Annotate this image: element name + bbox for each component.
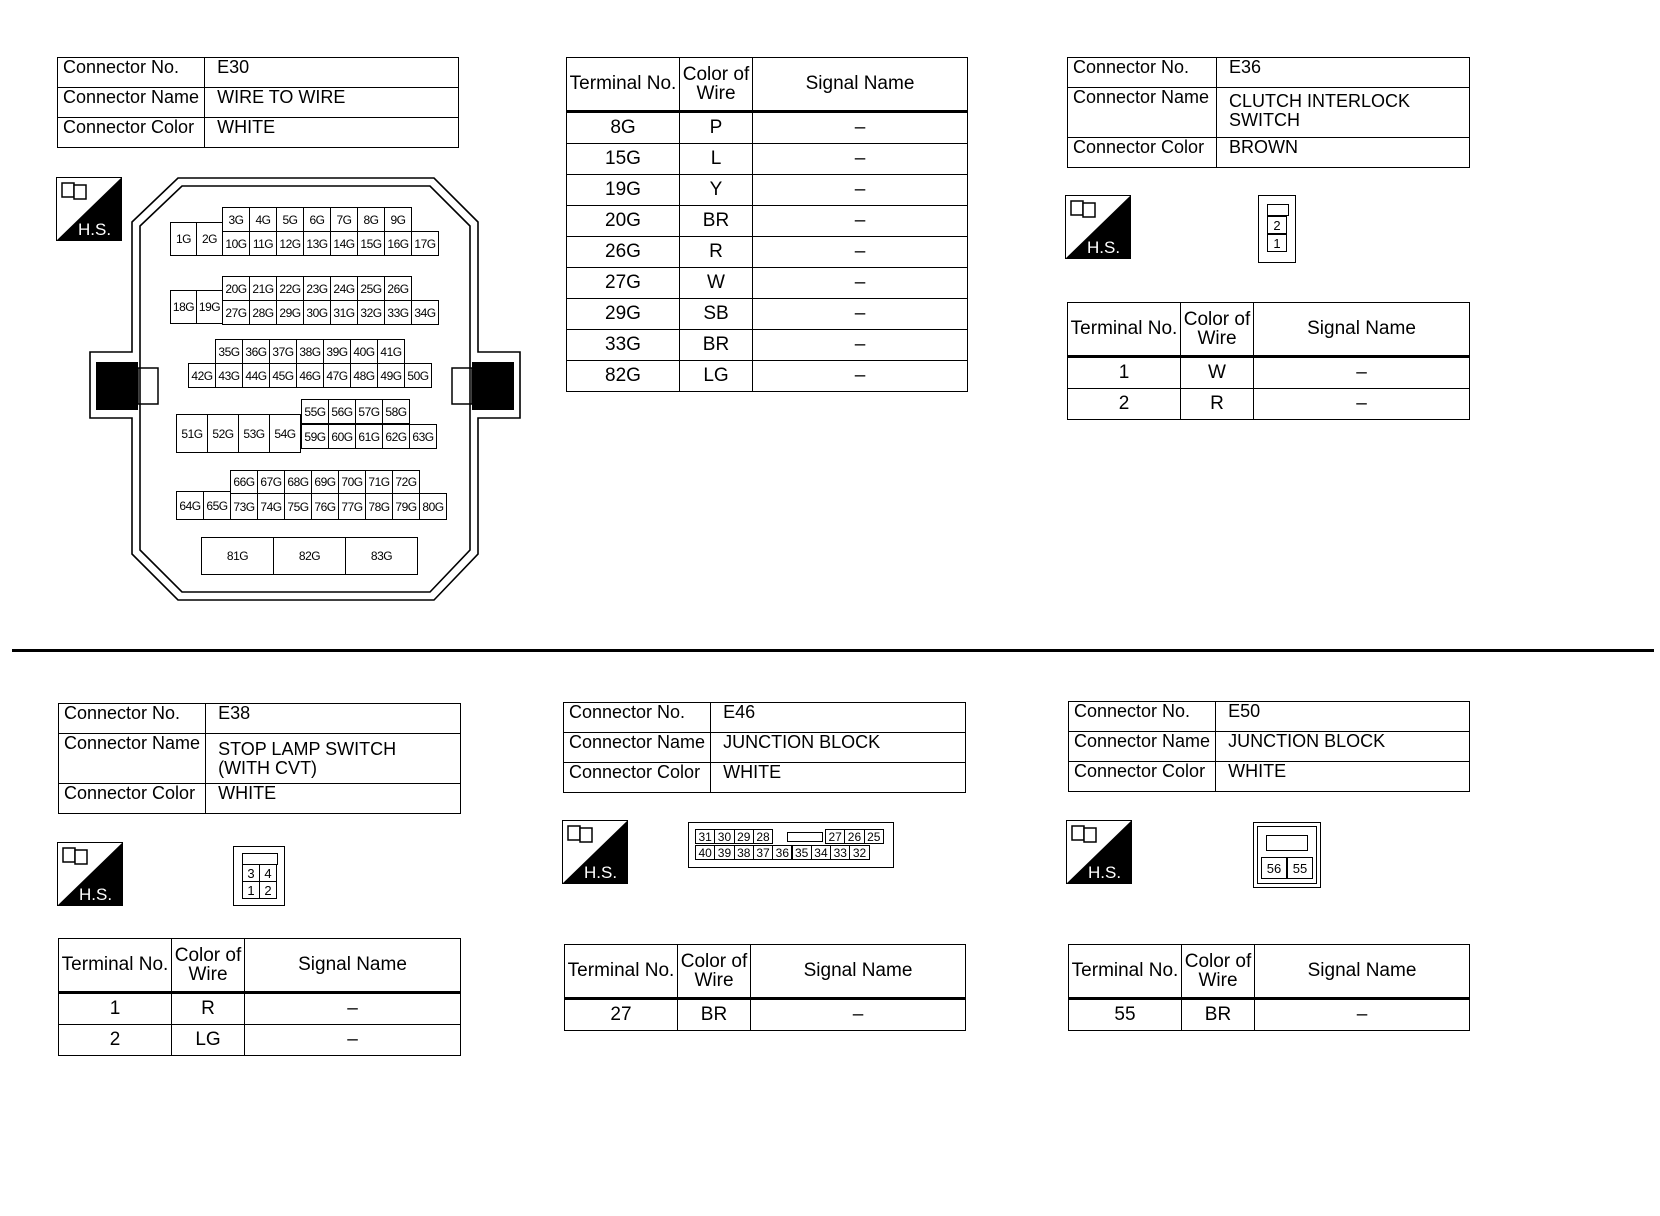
wire-color: BR (680, 206, 753, 237)
e30-pin: 29G (276, 300, 304, 325)
e30-pin: 48G (350, 363, 378, 388)
terminal-no: 55 (1069, 999, 1182, 1031)
e30-pin: 32G (357, 300, 385, 325)
e30-pin: 25G (357, 276, 385, 301)
signal-name: – (1254, 389, 1470, 420)
e30-pin: 49G (377, 363, 405, 388)
e38-info-table (58, 703, 461, 814)
e30-pin: 71G (365, 470, 393, 494)
e46-connector-no: E46 (711, 703, 966, 733)
signal-name: – (753, 237, 968, 268)
e50-connector (1253, 822, 1321, 888)
header-signal-name: Signal Name (753, 58, 968, 112)
svg-text:H.S.: H.S. (79, 885, 113, 904)
wire-color: R (172, 993, 245, 1025)
terminal-no: 2 (1068, 389, 1181, 420)
e30-pin: 5G (276, 207, 304, 232)
svg-text:H.S.: H.S. (584, 863, 618, 882)
header-terminal-no: Terminal No. (565, 945, 678, 999)
terminal-row (565, 999, 966, 1031)
e46-pin: 32 (849, 845, 869, 860)
e30-pin: 74G (257, 493, 285, 520)
e46-pin: 39 (714, 845, 734, 860)
e30-pin: 58G (382, 399, 410, 424)
header-signal-name: Signal Name (751, 945, 966, 999)
e46-connector (688, 822, 894, 868)
header-signal-name: Signal Name (1254, 303, 1470, 357)
label-connector-no: Connector No. (59, 704, 206, 734)
terminal-row (567, 330, 968, 361)
e30-pin: 79G (392, 493, 420, 520)
e36-connector-no: E36 (1217, 58, 1470, 88)
e30-pin: 44G (242, 363, 270, 388)
e30-pin: 26G (384, 276, 412, 301)
wire-color: W (680, 268, 753, 299)
e50-terminal-table (1068, 944, 1470, 1031)
e30-terminal-table (566, 57, 968, 392)
e30-pin: 11G (249, 231, 277, 256)
e30-pin: 1G (170, 222, 197, 256)
e30-pin: 68G (284, 470, 312, 494)
e30-pin: 19G (196, 290, 223, 324)
e30-pin: 39G (323, 339, 351, 364)
label-connector-name: Connector Name (1068, 88, 1217, 138)
e30-pin: 73G (230, 493, 258, 520)
e46-pin: 38 (734, 845, 754, 860)
label-connector-no: Connector No. (1069, 702, 1216, 732)
terminal-no: 19G (567, 175, 680, 206)
e36-pin: 2 (1267, 216, 1287, 234)
e46-terminal-table (564, 944, 966, 1031)
svg-text:H.S.: H.S. (78, 220, 112, 239)
e46-pin: 31 (695, 829, 715, 844)
e30-pin: 42G (188, 363, 216, 388)
e30-pin: 64G (176, 491, 204, 520)
e50-connector-no: E50 (1216, 702, 1470, 732)
signal-name: – (753, 112, 968, 144)
label-connector-name: Connector Name (58, 88, 205, 118)
e30-pin: 45G (269, 363, 297, 388)
terminal-no: 2 (59, 1025, 172, 1056)
e30-pin: 60G (328, 424, 356, 449)
e50-connector-color: WHITE (1216, 762, 1470, 792)
section-divider (12, 649, 1654, 652)
e30-pin: 54G (269, 414, 301, 453)
e46-connector-name: JUNCTION BLOCK (711, 733, 966, 763)
wire-color: R (1181, 389, 1254, 420)
e30-pin: 62G (382, 424, 410, 449)
e50-connector-name: JUNCTION BLOCK (1216, 732, 1470, 762)
signal-name: – (753, 206, 968, 237)
e46-pin: 26 (844, 829, 864, 844)
e30-pin: 57G (355, 399, 383, 424)
e38-pin: 4 (259, 864, 277, 882)
e50-pin: 55 (1287, 857, 1313, 879)
e30-pin: 70G (338, 470, 366, 494)
header-color-of-wire: Color of Wire (1181, 303, 1254, 357)
e30-pin: 35G (215, 339, 243, 364)
terminal-row (567, 237, 968, 268)
e30-connector-name: WIRE TO WIRE (205, 88, 459, 118)
e30-pin: 69G (311, 470, 339, 494)
e30-pin: 33G (384, 300, 412, 325)
e30-pin: 61G (355, 424, 383, 449)
terminal-no: 27 (565, 999, 678, 1031)
terminal-no: 27G (567, 268, 680, 299)
signal-name: – (753, 144, 968, 175)
e30-pin: 81G (201, 537, 274, 575)
hs-icon (1065, 195, 1131, 259)
e36-connector-color: BROWN (1217, 138, 1470, 168)
signal-name: – (753, 268, 968, 299)
terminal-no: 26G (567, 237, 680, 268)
e30-pin: 34G (411, 300, 439, 325)
header-color-of-wire: Color of Wire (172, 939, 245, 993)
e46-pin: 33 (830, 845, 850, 860)
signal-name: – (753, 330, 968, 361)
e38-pin: 3 (242, 864, 260, 882)
label-connector-name: Connector Name (564, 733, 711, 763)
e30-pin: 30G (303, 300, 331, 325)
e30-pin: 72G (392, 470, 420, 494)
header-terminal-no: Terminal No. (1068, 303, 1181, 357)
e30-pin: 43G (215, 363, 243, 388)
e30-pin: 20G (222, 276, 250, 301)
e30-pin: 51G (176, 414, 208, 453)
signal-name: – (751, 999, 966, 1031)
e30-pin: 40G (350, 339, 378, 364)
header-color-of-wire: Color of Wire (1182, 945, 1255, 999)
e46-connector-color: WHITE (711, 763, 966, 793)
label-connector-no: Connector No. (58, 58, 205, 88)
e30-pin: 15G (357, 231, 385, 256)
terminal-no: 1 (59, 993, 172, 1025)
e30-pin: 82G (273, 537, 346, 575)
label-connector-color: Connector Color (1068, 138, 1217, 168)
e46-pin: 40 (695, 845, 715, 860)
e38-connector-no: E38 (206, 704, 461, 734)
e30-pin: 55G (301, 399, 329, 424)
terminal-no: 20G (567, 206, 680, 237)
e46-pin: 35 (792, 845, 812, 860)
wire-color: SB (680, 299, 753, 330)
e30-pin: 59G (301, 424, 329, 449)
e30-pin: 50G (404, 363, 432, 388)
e46-pin: 25 (864, 829, 884, 844)
header-terminal-no: Terminal No. (59, 939, 172, 993)
e30-pin: 77G (338, 493, 366, 520)
e30-pin: 37G (269, 339, 297, 364)
wire-color: LG (172, 1025, 245, 1056)
e30-pin: 52G (207, 414, 239, 453)
terminal-row (59, 1025, 461, 1056)
terminal-row (567, 144, 968, 175)
label-connector-name: Connector Name (59, 734, 206, 784)
signal-name: – (1255, 999, 1470, 1031)
e30-pin: 78G (365, 493, 393, 520)
wire-color: BR (1182, 999, 1255, 1031)
e46-pin: 28 (753, 829, 773, 844)
e30-pin: 63G (409, 424, 437, 449)
e46-pin: 37 (753, 845, 773, 860)
label-connector-color: Connector Color (58, 118, 205, 148)
e30-connector-color: WHITE (205, 118, 459, 148)
e36-connector-name: CLUTCH INTERLOCK SWITCH (1217, 88, 1470, 138)
hs-icon (562, 820, 628, 884)
e30-pin: 80G (419, 493, 447, 520)
e30-connector-no: E30 (205, 58, 459, 88)
e38-connector-name: STOP LAMP SWITCH (WITH CVT) (206, 734, 461, 784)
e46-pin: 29 (734, 829, 754, 844)
e38-connector-color: WHITE (206, 784, 461, 814)
e30-pin: 4G (249, 207, 277, 232)
wire-color: LG (680, 361, 753, 392)
svg-text:H.S.: H.S. (1088, 863, 1122, 882)
signal-name: – (245, 1025, 461, 1056)
header-signal-name: Signal Name (245, 939, 461, 993)
e30-pin: 2G (196, 222, 223, 256)
terminal-row (567, 175, 968, 206)
e46-pin: 27 (825, 829, 845, 844)
e38-connector (233, 846, 285, 906)
terminal-row (567, 112, 968, 144)
terminal-no: 29G (567, 299, 680, 330)
wire-color: W (1181, 357, 1254, 389)
e30-pin: 16G (384, 231, 412, 256)
e30-pin: 28G (249, 300, 277, 325)
e38-pin: 2 (259, 881, 277, 899)
e30-pin: 76G (311, 493, 339, 520)
terminal-row (567, 268, 968, 299)
e30-pin: 14G (330, 231, 358, 256)
label-connector-name: Connector Name (1069, 732, 1216, 762)
header-terminal-no: Terminal No. (567, 58, 680, 112)
e36-terminal-table (1067, 302, 1470, 420)
e36-pin: 1 (1267, 234, 1287, 252)
label-connector-no: Connector No. (564, 703, 711, 733)
terminal-row (59, 993, 461, 1025)
wire-color: P (680, 112, 753, 144)
terminal-no: 82G (567, 361, 680, 392)
e30-pin: 27G (222, 300, 250, 325)
hs-icon (57, 842, 123, 906)
terminal-row (1068, 389, 1470, 420)
hs-icon (1066, 820, 1132, 884)
e30-pin: 83G (345, 537, 418, 575)
e30-pin: 31G (330, 300, 358, 325)
e30-pin: 21G (249, 276, 277, 301)
e30-pin: 47G (323, 363, 351, 388)
e30-pin: 12G (276, 231, 304, 256)
e46-info-table (563, 702, 966, 793)
e36-connector (1258, 195, 1296, 263)
e38-pin: 1 (242, 881, 260, 899)
e30-pin: 17G (411, 231, 439, 256)
e30-pin: 13G (303, 231, 331, 256)
header-terminal-no: Terminal No. (1069, 945, 1182, 999)
wire-color: L (680, 144, 753, 175)
e30-pin: 75G (284, 493, 312, 520)
signal-name: – (753, 299, 968, 330)
e30-pin: 67G (257, 470, 285, 494)
e30-pin: 66G (230, 470, 258, 494)
e30-pin: 23G (303, 276, 331, 301)
wire-color: BR (680, 330, 753, 361)
e38-terminal-table (58, 938, 461, 1056)
label-connector-color: Connector Color (59, 784, 206, 814)
header-signal-name: Signal Name (1255, 945, 1470, 999)
wire-color: R (680, 237, 753, 268)
terminal-row (1069, 999, 1470, 1031)
e30-pin: 3G (222, 207, 250, 232)
terminal-no: 1 (1068, 357, 1181, 389)
e30-pin: 6G (303, 207, 331, 232)
terminal-no: 33G (567, 330, 680, 361)
e30-pin: 53G (238, 414, 270, 453)
e30-pin: 65G (203, 491, 231, 520)
e30-pin: 36G (242, 339, 270, 364)
terminal-row (567, 299, 968, 330)
e36-info-table (1067, 57, 1470, 168)
e30-pin: 22G (276, 276, 304, 301)
terminal-row (1068, 357, 1470, 389)
header-color-of-wire: Color of Wire (680, 58, 753, 112)
e30-pin: 7G (330, 207, 358, 232)
header-color-of-wire: Color of Wire (678, 945, 751, 999)
e30-pin: 9G (384, 207, 412, 232)
signal-name: – (1254, 357, 1470, 389)
e30-pin: 38G (296, 339, 324, 364)
label-connector-no: Connector No. (1068, 58, 1217, 88)
e30-pin: 18G (170, 290, 197, 324)
wire-color: BR (678, 999, 751, 1031)
terminal-no: 15G (567, 144, 680, 175)
e50-info-table (1068, 701, 1470, 792)
e30-pin: 56G (328, 399, 356, 424)
wire-color: Y (680, 175, 753, 206)
terminal-row (567, 361, 968, 392)
e46-pin: 36 (772, 845, 792, 860)
e30-info-table (57, 57, 459, 148)
e30-pin: 24G (330, 276, 358, 301)
signal-name: – (753, 361, 968, 392)
e30-pin: 8G (357, 207, 385, 232)
label-connector-color: Connector Color (564, 763, 711, 793)
signal-name: – (753, 175, 968, 206)
e46-pin: 30 (714, 829, 734, 844)
terminal-no: 8G (567, 112, 680, 144)
e46-pin: 34 (811, 845, 831, 860)
terminal-row (567, 206, 968, 237)
label-connector-color: Connector Color (1069, 762, 1216, 792)
svg-text:H.S.: H.S. (1087, 238, 1121, 257)
e30-pin: 41G (377, 339, 405, 364)
e50-pin: 56 (1261, 857, 1287, 879)
e30-pin: 46G (296, 363, 324, 388)
e30-pin: 10G (222, 231, 250, 256)
signal-name: – (245, 993, 461, 1025)
